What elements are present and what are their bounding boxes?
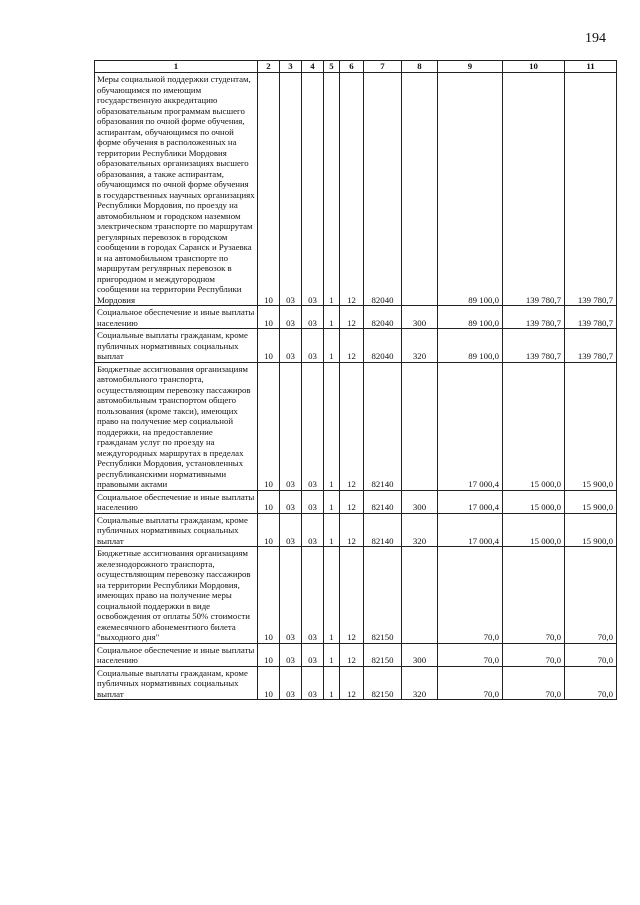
amount-year-2: 15 000,0 [503, 362, 565, 490]
direction-code: 82040 [364, 73, 402, 306]
section-code: 10 [258, 666, 280, 700]
expense-type-code [402, 362, 438, 490]
subprogram-code: 12 [340, 329, 364, 363]
target-article-code: 03 [302, 666, 324, 700]
column-header: 9 [438, 61, 503, 73]
header-row [95, 61, 617, 73]
row-description: Социальное обеспечение и иные выплаты населению [95, 306, 258, 329]
subsection-code: 03 [280, 513, 302, 547]
row-description: Социальное обеспечение и иные выплаты населению [95, 490, 258, 513]
section-code: 10 [258, 547, 280, 644]
table-row [95, 547, 617, 644]
subsection-code: 03 [280, 306, 302, 329]
subsection-code: 03 [280, 329, 302, 363]
program-code: 1 [324, 73, 340, 306]
amount-year-3: 70,0 [565, 547, 617, 644]
direction-code: 82140 [364, 490, 402, 513]
table-row [95, 490, 617, 513]
column-header: 1 [95, 61, 258, 73]
subprogram-code: 12 [340, 513, 364, 547]
table-row [95, 666, 617, 700]
expense-type-code [402, 73, 438, 306]
table-row [95, 643, 617, 666]
column-header: 4 [302, 61, 324, 73]
amount-year-1: 70,0 [438, 643, 503, 666]
table-row [95, 306, 617, 329]
amount-year-3: 15 900,0 [565, 513, 617, 547]
target-article-code: 03 [302, 643, 324, 666]
program-code: 1 [324, 490, 340, 513]
amount-year-3: 139 780,7 [565, 329, 617, 363]
amount-year-3: 139 780,7 [565, 306, 617, 329]
row-description: Бюджетные ассигнования организациям автомобильного транспорта, осуществляющим перевозку пассажиров автомобильным транспортом общего пользования (кроме такси), имеющих право на получение мер социальной поддержки, на предоставление гражданам услуг по проезду на междугородных маршрутах в пределах Республики Мордовия, установленных республиканскими нормативными правовыми актами [95, 362, 258, 490]
subsection-code: 03 [280, 666, 302, 700]
target-article-code: 03 [302, 306, 324, 329]
row-description: Бюджетные ассигнования организациям железнодорожного транспорта, осуществляющим перевозку пассажиров на территории Республики Мордовия, имеющих право на получение меры социальной поддержки в виде освобождения от оплаты 50% стоимости ежемесячного абонементного билета "выходного дня" [95, 547, 258, 644]
target-article-code: 03 [302, 547, 324, 644]
program-code: 1 [324, 329, 340, 363]
column-header: 7 [364, 61, 402, 73]
subsection-code: 03 [280, 490, 302, 513]
table-row [95, 362, 617, 490]
subsection-code: 03 [280, 362, 302, 490]
expense-type-code: 300 [402, 306, 438, 329]
amount-year-2: 15 000,0 [503, 490, 565, 513]
table-row [95, 73, 617, 306]
amount-year-3: 15 900,0 [565, 362, 617, 490]
direction-code: 82140 [364, 362, 402, 490]
amount-year-3: 139 780,7 [565, 73, 617, 306]
row-description: Социальные выплаты гражданам, кроме публичных нормативных социальных выплат [95, 666, 258, 700]
program-code: 1 [324, 547, 340, 644]
column-header: 10 [503, 61, 565, 73]
target-article-code: 03 [302, 73, 324, 306]
expense-type-code: 320 [402, 329, 438, 363]
row-description: Социальные выплаты гражданам, кроме публичных нормативных социальных выплат [95, 513, 258, 547]
target-article-code: 03 [302, 329, 324, 363]
page-number: 194 [585, 31, 606, 46]
subprogram-code: 12 [340, 666, 364, 700]
amount-year-2: 139 780,7 [503, 73, 565, 306]
subprogram-code: 12 [340, 490, 364, 513]
amount-year-2: 139 780,7 [503, 329, 565, 363]
column-header: 6 [340, 61, 364, 73]
direction-code: 82040 [364, 329, 402, 363]
column-header: 5 [324, 61, 340, 73]
amount-year-1: 17 000,4 [438, 362, 503, 490]
subsection-code: 03 [280, 547, 302, 644]
section-code: 10 [258, 490, 280, 513]
column-header: 11 [565, 61, 617, 73]
subsection-code: 03 [280, 73, 302, 306]
amount-year-3: 70,0 [565, 643, 617, 666]
target-article-code: 03 [302, 490, 324, 513]
subsection-code: 03 [280, 643, 302, 666]
amount-year-3: 70,0 [565, 666, 617, 700]
row-description: Социальное обеспечение и иные выплаты населению [95, 643, 258, 666]
subprogram-code: 12 [340, 306, 364, 329]
column-header: 8 [402, 61, 438, 73]
expense-type-code [402, 547, 438, 644]
expense-type-code: 300 [402, 490, 438, 513]
program-code: 1 [324, 666, 340, 700]
program-code: 1 [324, 362, 340, 490]
amount-year-2: 70,0 [503, 666, 565, 700]
expense-type-code: 320 [402, 513, 438, 547]
amount-year-1: 70,0 [438, 666, 503, 700]
expense-type-code: 300 [402, 643, 438, 666]
section-code: 10 [258, 362, 280, 490]
section-code: 10 [258, 643, 280, 666]
program-code: 1 [324, 643, 340, 666]
budget-table [94, 60, 617, 700]
direction-code: 82150 [364, 643, 402, 666]
amount-year-1: 17 000,4 [438, 513, 503, 547]
direction-code: 82150 [364, 666, 402, 700]
expense-type-code: 320 [402, 666, 438, 700]
target-article-code: 03 [302, 362, 324, 490]
amount-year-1: 89 100,0 [438, 329, 503, 363]
subprogram-code: 12 [340, 643, 364, 666]
row-description: Социальные выплаты гражданам, кроме публичных нормативных социальных выплат [95, 329, 258, 363]
direction-code: 82150 [364, 547, 402, 644]
subprogram-code: 12 [340, 362, 364, 490]
section-code: 10 [258, 306, 280, 329]
subprogram-code: 12 [340, 547, 364, 644]
subprogram-code: 12 [340, 73, 364, 306]
section-code: 10 [258, 513, 280, 547]
direction-code: 82040 [364, 306, 402, 329]
amount-year-3: 15 900,0 [565, 490, 617, 513]
row-description: Меры социальной поддержки студентам, обучающимся по имеющим государственную аккредитацию образовательным программам высшего образования по очной форме обучения, аспирантам, обучающимся по очной форме обучения в расположенных на территории Республики Мордовия образовательных организациях высшего образования, а также аспирантам, обучающимся по очной форме обучения в государственных научных организациях Республики Мордовия, по проезду на автомобильном и городском наземном электрическом транспорте по маршрутам регулярных перевозок в городском сообщении в городах Саранск и Рузаевка и на автомобильном транспорте по маршрутам регулярных перевозок в пригородном и междугородном сообщении на территории Республики Мордовия [95, 73, 258, 306]
table-row [95, 513, 617, 547]
program-code: 1 [324, 513, 340, 547]
amount-year-1: 17 000,4 [438, 490, 503, 513]
column-header: 3 [280, 61, 302, 73]
column-header: 2 [258, 61, 280, 73]
amount-year-2: 15 000,0 [503, 513, 565, 547]
section-code: 10 [258, 73, 280, 306]
amount-year-2: 139 780,7 [503, 306, 565, 329]
program-code: 1 [324, 306, 340, 329]
amount-year-1: 70,0 [438, 547, 503, 644]
direction-code: 82140 [364, 513, 402, 547]
amount-year-2: 70,0 [503, 547, 565, 644]
target-article-code: 03 [302, 513, 324, 547]
amount-year-1: 89 100,0 [438, 73, 503, 306]
amount-year-1: 89 100,0 [438, 306, 503, 329]
section-code: 10 [258, 329, 280, 363]
amount-year-2: 70,0 [503, 643, 565, 666]
table-row [95, 329, 617, 363]
